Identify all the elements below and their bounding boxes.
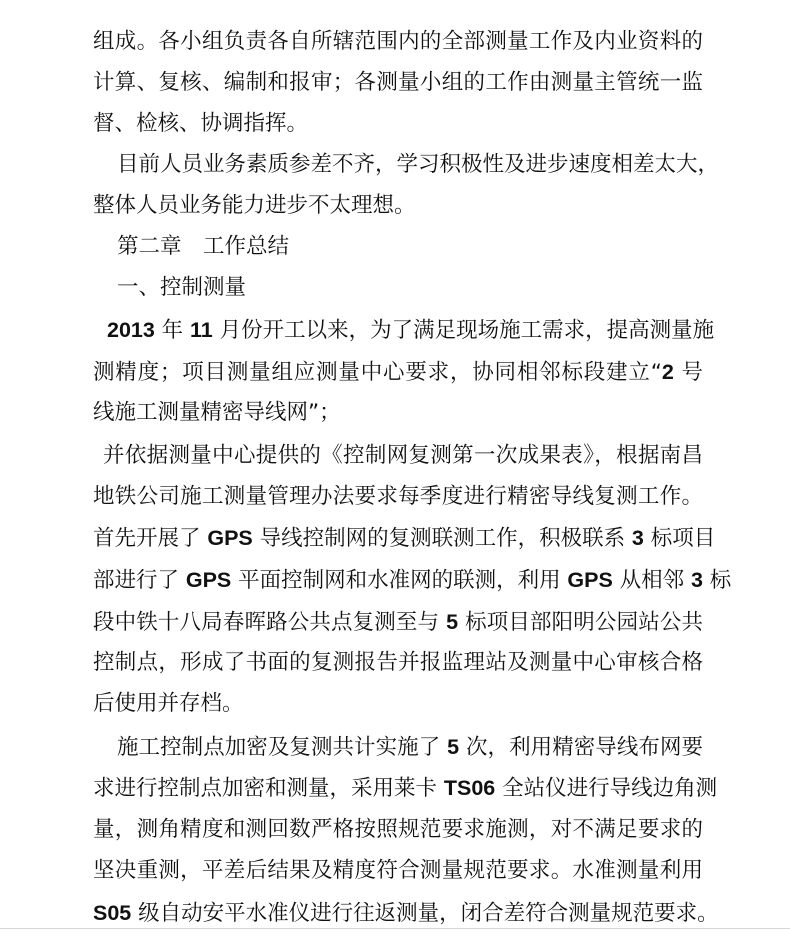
page-bottom-divider: [0, 928, 790, 929]
chapter-heading: 第二章 工作总结: [117, 234, 290, 259]
paragraph-line-22: S05 级自动安平水准仪进行往返测量，闭合差符合测量规范要求。: [93, 901, 719, 926]
paragraph-line-4: 目前人员业务素质参差不齐，学习积极性及进步速度相差太大，: [117, 152, 720, 177]
paragraph-line-5: 整体人员业务能力进步不太理想。: [93, 193, 416, 218]
paragraph-line-17: 后使用并存档。: [93, 691, 244, 716]
paragraph-line-13: 首先开展了 GPS 导线控制网的复测联测工作，积极联系 3 标项目: [93, 526, 716, 551]
paragraph-line-15: 段中铁十八局春晖路公共点复测至与 5 标项目部阳明公园站公共: [93, 610, 703, 635]
paragraph-line-9: 测精度；项目测量组应测量中心要求，协同相邻标段建立“2 号: [93, 360, 703, 385]
paragraph-line-8: 2013 年 11 月份开工以来，为了满足现场施工需求，提高测量施: [107, 318, 715, 343]
paragraph-line-16: 控制点，形成了书面的复测报告并报监理站及测量中心审核合格: [93, 650, 703, 675]
paragraph-line-11: 并依据测量中心提供的《控制网复测第一次成果表》，根据南昌: [103, 443, 703, 468]
paragraph-line-18: 施工控制点加密及复测共计实施了 5 次，利用精密导线布网要: [117, 735, 703, 760]
paragraph-line-2: 计算、复核、编制和报审；各测量小组的工作由测量主管统一监: [93, 70, 703, 95]
paragraph-line-12: 地铁公司施工测量管理办法要求每季度进行精密导线复测工作。: [93, 484, 703, 509]
paragraph-line-14: 部进行了 GPS 平面控制网和水准网的联测，利用 GPS 从相邻 3 标: [93, 568, 732, 593]
section-heading: 一、控制测量: [117, 275, 247, 300]
paragraph-line-3: 督、检核、协调指挥。: [93, 111, 309, 136]
paragraph-line-19: 求进行控制点加密和测量，采用莱卡 TS06 全站仪进行导线边角测: [93, 776, 718, 801]
paragraph-line-20: 量，测角精度和测回数严格按照规范要求施测，对不满足要求的: [93, 817, 703, 842]
paragraph-line-21: 坚决重测，平差后结果及精度符合测量规范要求。水准测量利用: [93, 858, 703, 883]
paragraph-line-1: 组成。各小组负责各自所辖范围内的全部测量工作及内业资料的: [93, 29, 703, 54]
paragraph-line-10: 线施工测量精密导线网”；: [93, 400, 341, 425]
